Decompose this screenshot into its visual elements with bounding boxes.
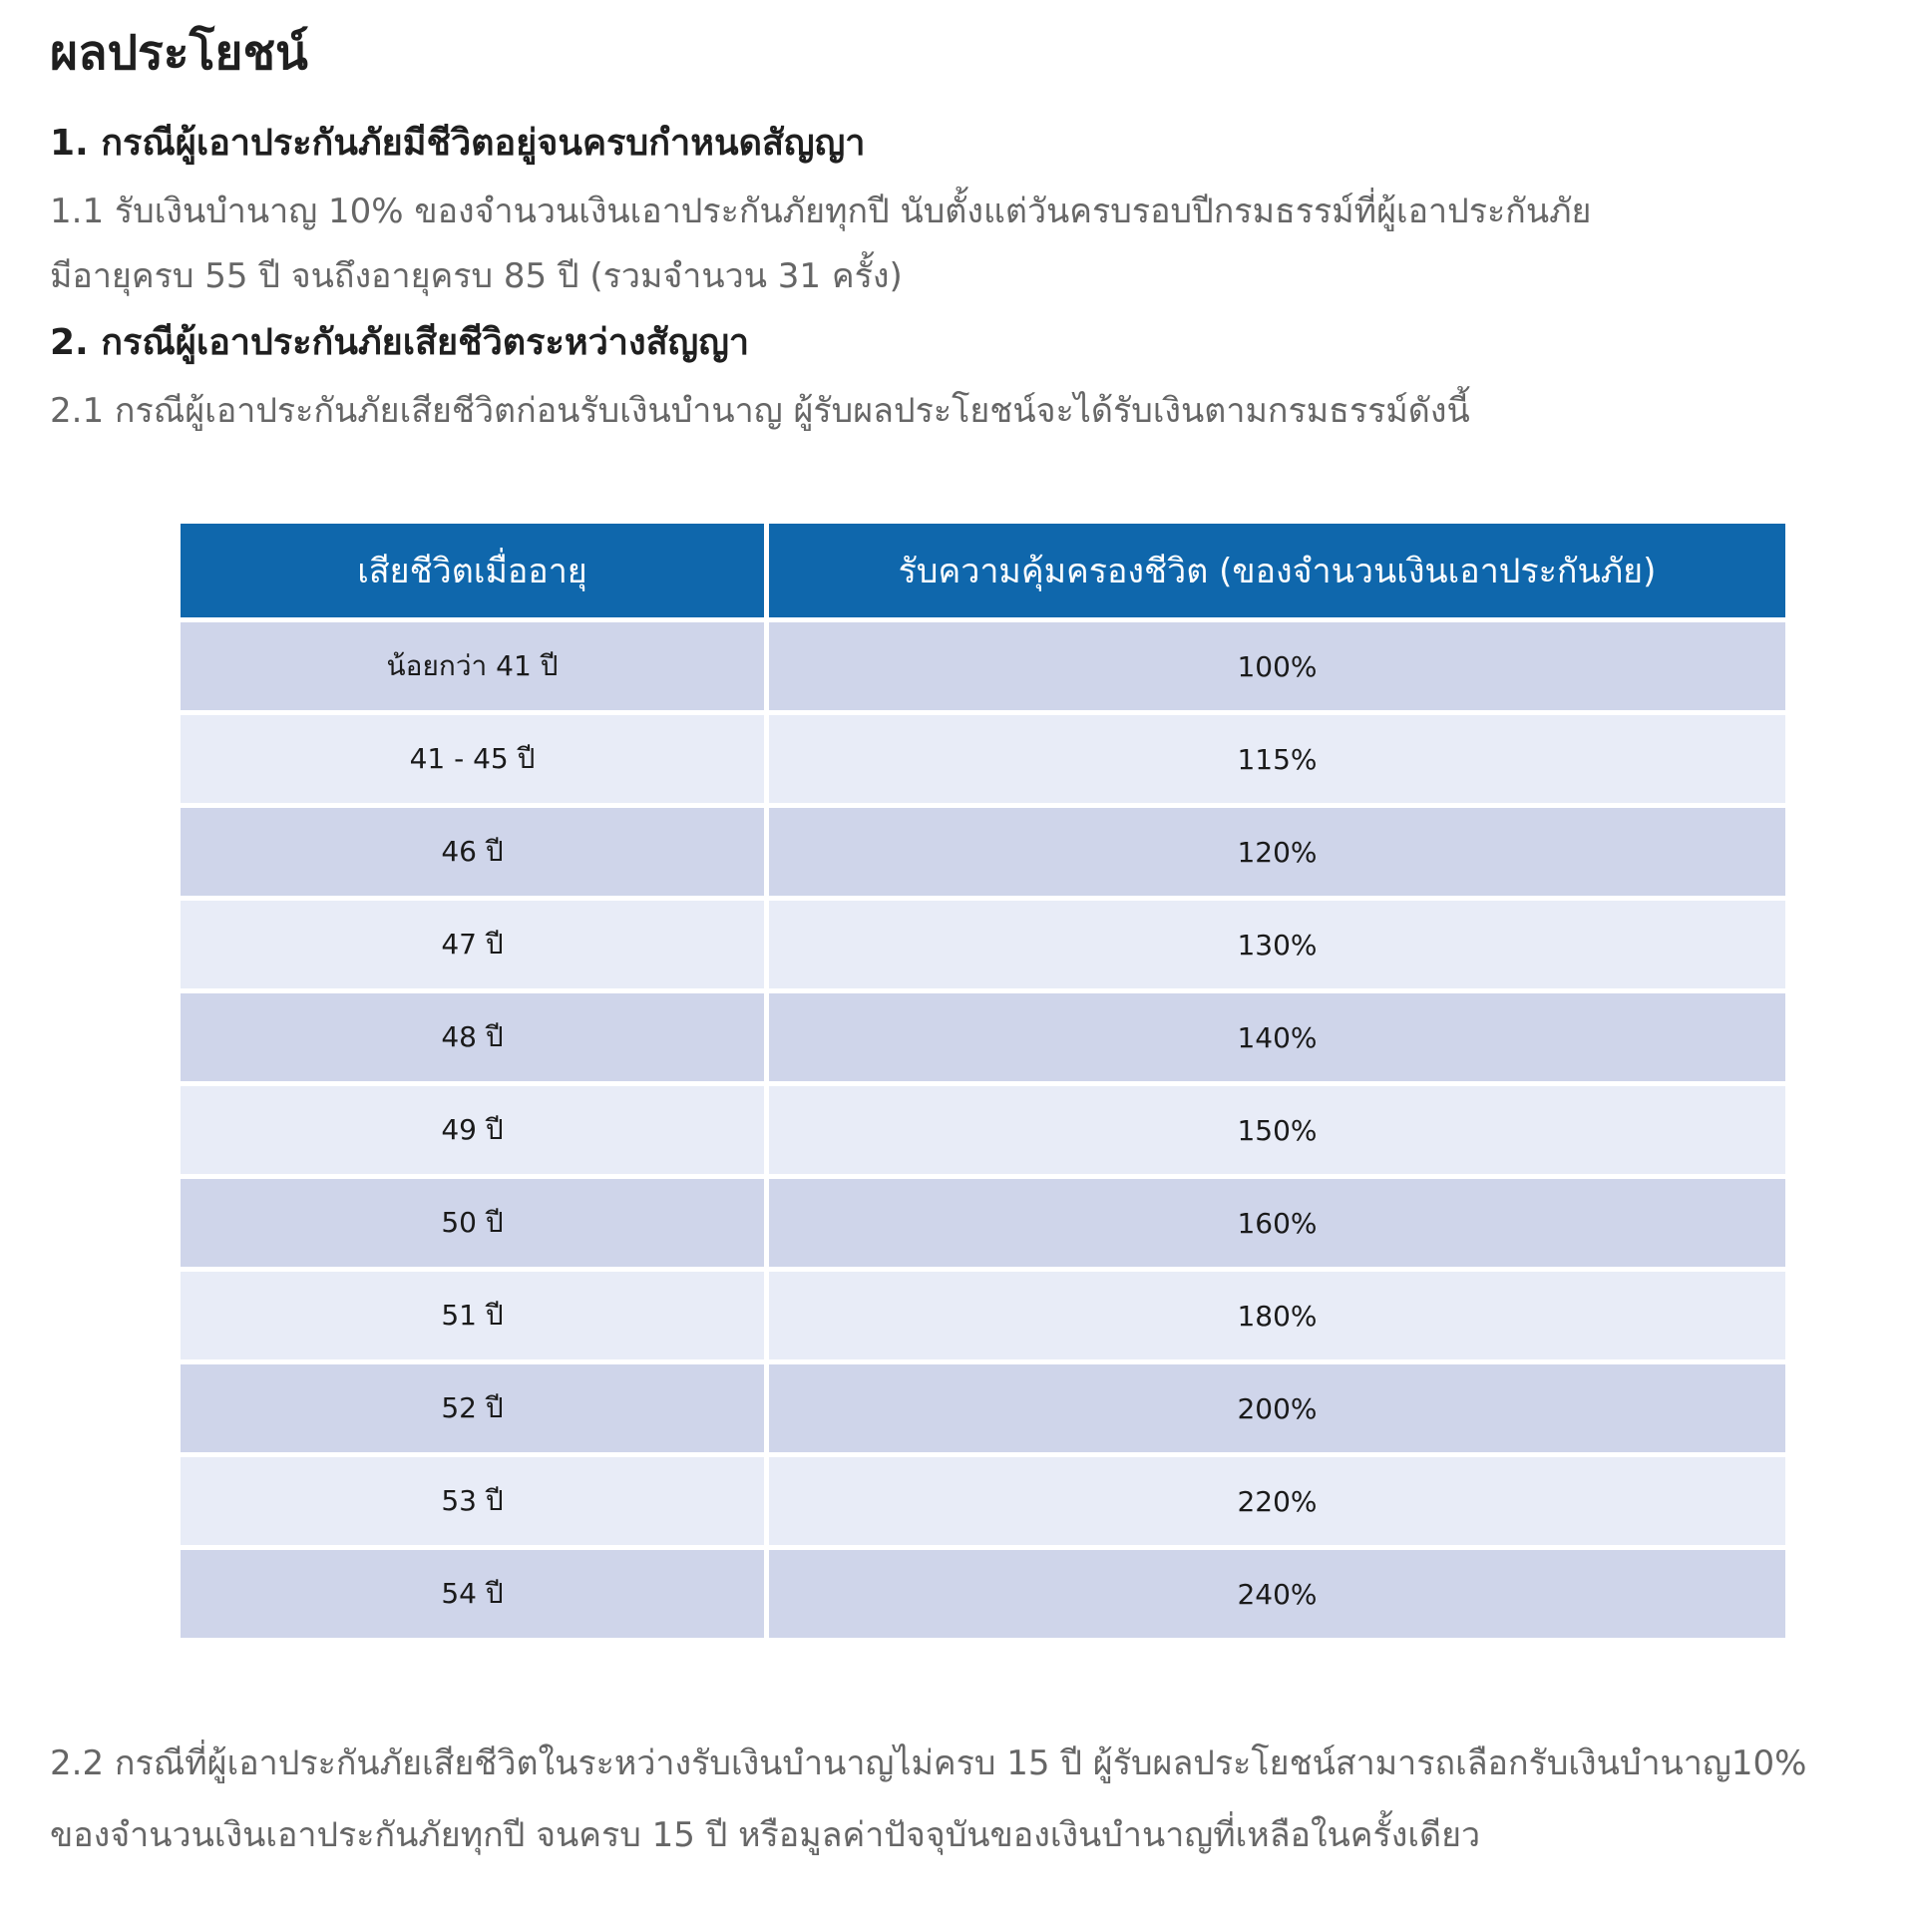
table-row — [181, 808, 1785, 896]
table-row — [181, 715, 1785, 803]
item-1-1-line-2: มีอายุครบ 55 ปี จนถึงอายุครบ 85 ปี (รวมจำนวน 31 ครั้ง) — [50, 256, 903, 296]
cell-coverage: 115% — [769, 715, 1785, 803]
cell-coverage: 160% — [769, 1179, 1785, 1267]
cell-coverage: 240% — [769, 1550, 1785, 1638]
cell-age: 49 ปี — [181, 1086, 764, 1174]
section-2-heading: 2. กรณีผู้เอาประกันภัยเสียชีวิตระหว่างสัญญา — [50, 322, 750, 363]
table-row — [181, 622, 1785, 710]
header-death-age: เสียชีวิตเมื่ออายุ — [181, 524, 764, 617]
item-1-1-line-1: 1.1 รับเงินบำนาญ 10% ของจำนวนเงินเอาประกันภัยทุกปี นับตั้งแต่วันครบรอบปีกรมธรรม์ที่ผู้เอาประกันภัย — [50, 192, 1592, 231]
table-row — [181, 1457, 1785, 1545]
table-row — [181, 993, 1785, 1081]
cell-coverage: 220% — [769, 1457, 1785, 1545]
coverage-table-wrapper — [181, 519, 1795, 1643]
item-2-2-line-2: ของจำนวนเงินเอาประกันภัยทุกปี จนครบ 15 ปี หรือมูลค่าปัจจุบันของเงินบำนาญที่เหลือในครั้งเดียว — [50, 1815, 1481, 1855]
table-header-row — [181, 524, 1785, 617]
item-2-2 — [50, 1728, 1885, 1871]
cell-age: 50 ปี — [181, 1179, 764, 1267]
coverage-table — [176, 519, 1790, 1643]
table-row — [181, 1179, 1785, 1267]
cell-age: 48 ปี — [181, 993, 764, 1081]
cell-age: 54 ปี — [181, 1550, 764, 1638]
cell-coverage: 140% — [769, 993, 1785, 1081]
cell-coverage: 150% — [769, 1086, 1785, 1174]
table-row — [181, 1364, 1785, 1452]
table-row — [181, 1086, 1785, 1174]
item-2-2-line-1: 2.2 กรณีที่ผู้เอาประกันภัยเสียชีวิตในระหว่างรับเงินบำนาญไม่ครบ 15 ปี ผู้รับผลประโยชน์สามารถเลือกรับเงินบำนาญ10% — [50, 1743, 1807, 1783]
table-row — [181, 1272, 1785, 1359]
header-coverage: รับความคุ้มครองชีวิต (ของจำนวนเงินเอาประกันภัย) — [769, 524, 1785, 617]
cell-coverage: 180% — [769, 1272, 1785, 1359]
cell-coverage: 130% — [769, 901, 1785, 988]
benefits-document — [50, 0, 1885, 1871]
section-1-heading: 1. กรณีผู้เอาประกันภัยมีชีวิตอยู่จนครบกำหนดสัญญา — [50, 123, 866, 164]
cell-age: 52 ปี — [181, 1364, 764, 1452]
cell-coverage: 200% — [769, 1364, 1785, 1452]
cell-age: 53 ปี — [181, 1457, 764, 1545]
cell-coverage: 100% — [769, 622, 1785, 710]
cell-age: 41 - 45 ปี — [181, 715, 764, 803]
cell-age: 51 ปี — [181, 1272, 764, 1359]
cell-age: น้อยกว่า 41 ปี — [181, 622, 764, 710]
cell-coverage: 120% — [769, 808, 1785, 896]
item-2-1: 2.1 กรณีผู้เอาประกันภัยเสียชีวิตก่อนรับเงินบำนาญ ผู้รับผลประโยชน์จะได้รับเงินตามกรมธรรม์ดังนี้ — [50, 391, 1470, 431]
cell-age: 46 ปี — [181, 808, 764, 896]
table-row — [181, 901, 1785, 988]
table-row — [181, 1550, 1785, 1638]
page-title: ผลประโยชน์ — [50, 25, 308, 81]
cell-age: 47 ปี — [181, 901, 764, 988]
